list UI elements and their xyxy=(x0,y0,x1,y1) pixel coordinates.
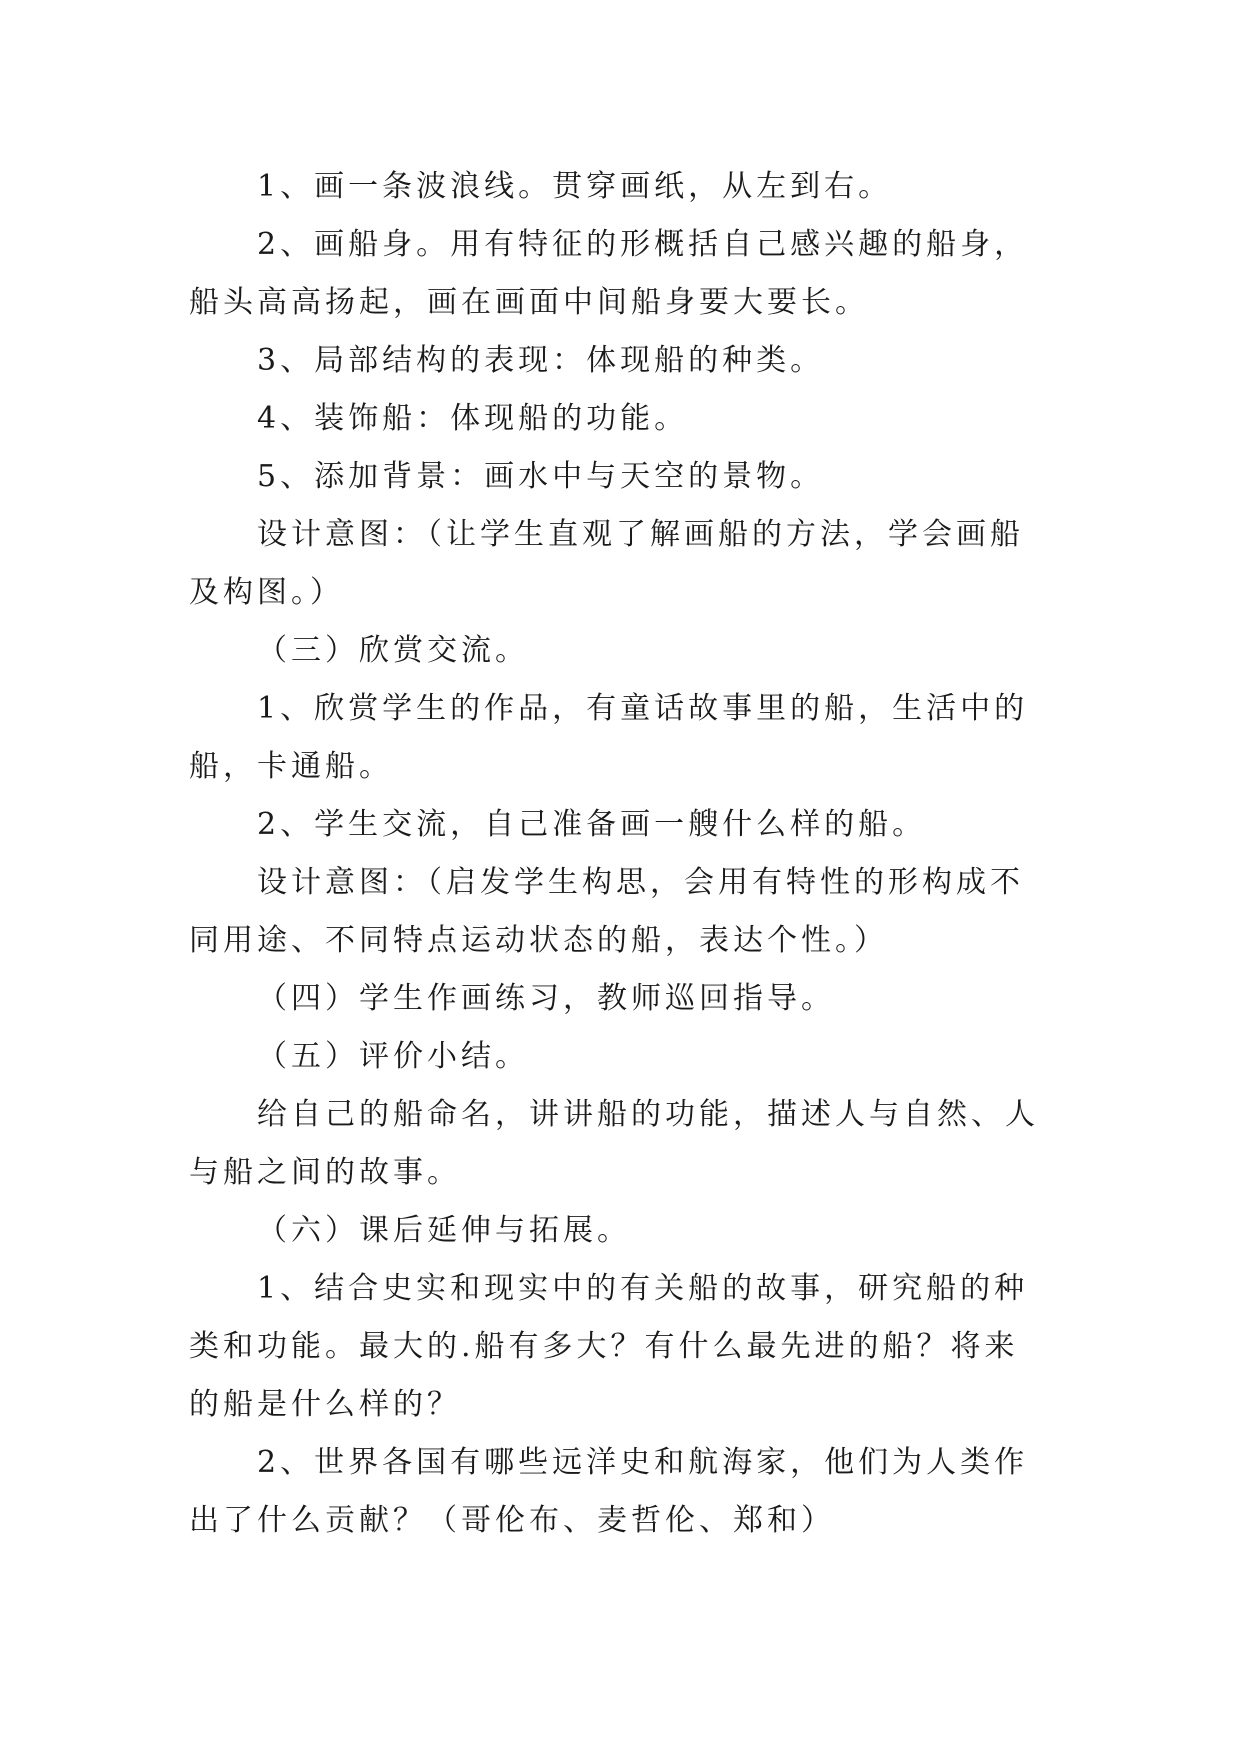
paragraph-step-4: 4、装饰船：体现船的功能。 xyxy=(257,401,689,436)
paragraph-step-3: 3、局部结构的表现：体现船的种类。 xyxy=(257,343,825,378)
paragraph-design-intent-1: 设计意图：（让学生直观了解画船的方法，学会画船及构图。） xyxy=(189,517,1024,610)
section-heading-4: （四）学生作画练习，教师巡回指导。 xyxy=(257,981,835,1016)
section-heading-3: （三）欣赏交流。 xyxy=(257,633,529,668)
paragraph-extension-2: 2、世界各国有哪些远洋史和航海家，他们为人类作出了什么贡献？（哥伦布、麦哲伦、郑和） xyxy=(189,1445,1029,1538)
section-heading-5: （五）评价小结。 xyxy=(257,1039,529,1074)
paragraph-step-1: 1、画一条波浪线。贯穿画纸，从左到右。 xyxy=(257,169,893,204)
paragraph-step-5: 5、添加背景：画水中与天空的景物。 xyxy=(257,459,825,494)
paragraph-step-2: 2、画船身。用有特征的形概括自己感兴趣的船身，船头高高扬起，画在画面中间船身要大要长。 xyxy=(189,227,1029,320)
paragraph-extension-1: 1、结合史实和现实中的有关船的故事，研究船的种类和功能。最大的.船有多大？有什么最先进的船？将来的船是什么样的？ xyxy=(189,1271,1029,1422)
document-body xyxy=(189,158,1051,1550)
section-heading-6: （六）课后延伸与拓展。 xyxy=(257,1213,631,1248)
paragraph-design-intent-2: 设计意图：（启发学生构思，会用有特性的形构成不同用途、不同特点运动状态的船，表达个性。） xyxy=(189,865,1024,958)
paragraph-appreciate-2: 2、学生交流，自己准备画一艘什么样的船。 xyxy=(257,807,927,842)
paragraph-appreciate-1: 1、欣赏学生的作品，有童话故事里的船，生活中的船，卡通船。 xyxy=(189,691,1029,784)
paragraph-evaluate: 给自己的船命名，讲讲船的功能，描述人与自然、人与船之间的故事。 xyxy=(189,1097,1039,1190)
